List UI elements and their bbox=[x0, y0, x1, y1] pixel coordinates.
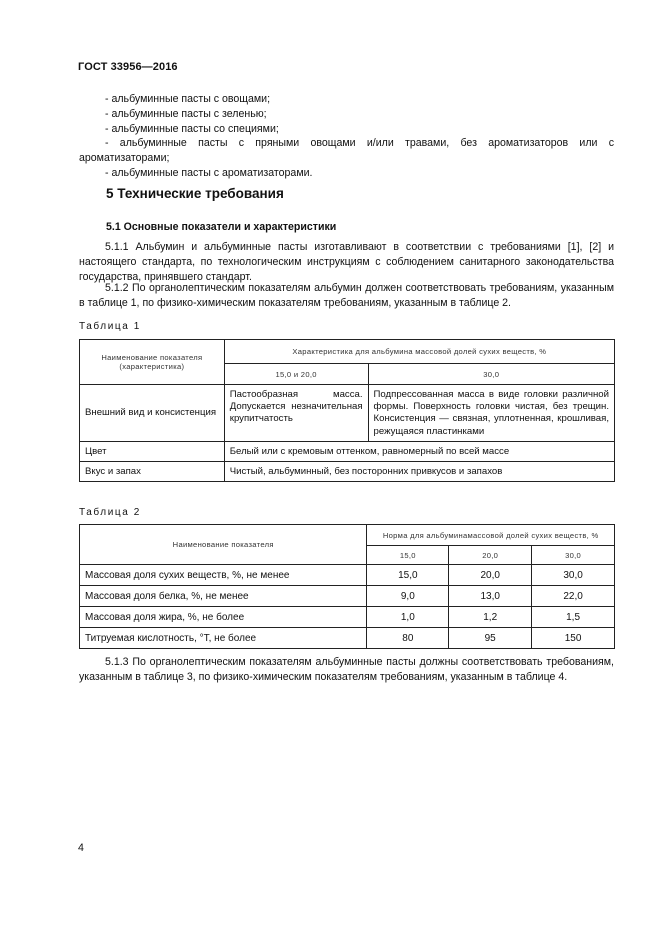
table-row bbox=[80, 607, 615, 628]
row-name: Массовая доля белка, %, не менее bbox=[80, 586, 367, 607]
document-header: ГОСТ 33956—2016 bbox=[78, 61, 178, 73]
list-item: - альбуминные пасты с ароматизаторами. bbox=[105, 166, 313, 179]
cell: Белый или с кремовым оттенком, равномерный по всей массе bbox=[224, 442, 614, 462]
cell: 95 bbox=[449, 628, 532, 649]
section-title: 5 Технические требования bbox=[106, 186, 284, 201]
table2-sub-header: 15,0 bbox=[367, 546, 449, 565]
list-item: - альбуминные пасты с зеленью; bbox=[105, 107, 267, 120]
paragraph-5-1-2: 5.1.2 По органолептическим показателям альбумин должен соответствовать требованиям, указанным в таблице 1, по физико-химическим показателям требованиям, указанным в таблице 2. bbox=[79, 282, 614, 309]
list-item: - альбуминные пасты с овощами; bbox=[105, 93, 271, 105]
table-row bbox=[80, 565, 615, 586]
table2-sub-header: 20,0 bbox=[449, 546, 532, 565]
table-row bbox=[80, 586, 615, 607]
cell: Чистый, альбуминный, без посторонних привкусов и запахов bbox=[224, 462, 614, 482]
table2-col-name: Наименование показателя bbox=[80, 525, 367, 565]
product-list bbox=[79, 92, 614, 181]
cell: Пастообразная масса. Допускается незначительная крупитчатость bbox=[224, 385, 368, 442]
table-2 bbox=[79, 524, 615, 649]
table2-sub-header: 30,0 bbox=[532, 546, 615, 565]
table-row bbox=[80, 628, 615, 649]
page-number: 4 bbox=[78, 842, 84, 854]
row-name: Массовая доля сухих веществ, %, не менее bbox=[80, 565, 367, 586]
cell: 1,0 bbox=[367, 607, 449, 628]
table1-group-header: Характеристика для альбумина массовой долей сухих веществ, % bbox=[224, 340, 614, 364]
cell: 150 bbox=[532, 628, 615, 649]
table2-caption: Таблица 2 bbox=[79, 507, 141, 518]
paragraph-5-1-3: 5.1.3 По органолептическим показателям альбуминные пасты должны соответствовать требованиям, указанным в таблице 3, по физико-химическим показателям требованиям, указанным в таблице 4. bbox=[79, 656, 614, 683]
list-item: - альбуминные пасты с пряными овощами и/или травами, без ароматизаторов или с ароматизаторами; bbox=[79, 137, 614, 165]
table1-col-name: Наименование показателя (характеристика) bbox=[80, 340, 225, 385]
row-name: Титруемая кислотность, °Т, не более bbox=[80, 628, 367, 649]
table-1 bbox=[79, 339, 615, 482]
subsection-title: 5.1 Основные показатели и характеристики bbox=[106, 221, 337, 233]
table2-group-header: Норма для альбуминамассовой долей сухих веществ, % bbox=[367, 525, 615, 546]
row-name: Массовая доля жира, %, не более bbox=[80, 607, 367, 628]
table1-sub-header: 30,0 bbox=[368, 364, 614, 385]
table1-caption: Таблица 1 bbox=[79, 321, 141, 332]
cell: 9,0 bbox=[367, 586, 449, 607]
cell: 80 bbox=[367, 628, 449, 649]
paragraph-5-1-1: 5.1.1 Альбумин и альбуминные пасты изготавливают в соответствии с требованиями [1], [2] и настоящего стандарта, по технологическим инструкциям с соблюдением санитарного законодательства государства, принявшего стандарт. bbox=[79, 241, 614, 283]
cell: 20,0 bbox=[449, 565, 532, 586]
table-row bbox=[80, 385, 615, 442]
row-name: Внешний вид и консистенция bbox=[80, 385, 225, 442]
table-row bbox=[80, 442, 615, 462]
cell: 1,5 bbox=[532, 607, 615, 628]
cell: 30,0 bbox=[532, 565, 615, 586]
row-name: Вкус и запах bbox=[80, 462, 225, 482]
list-item: - альбуминные пасты со специями; bbox=[105, 122, 279, 135]
table1-sub-header: 15,0 и 20,0 bbox=[224, 364, 368, 385]
cell: 1,2 bbox=[449, 607, 532, 628]
cell: 15,0 bbox=[367, 565, 449, 586]
row-name: Цвет bbox=[80, 442, 225, 462]
cell: 13,0 bbox=[449, 586, 532, 607]
cell: Подпрессованная масса в виде головки различной формы. Поверхность головки чистая, без трещин. Консистенция — связная, уплотненная, крошливая, режущаяся пластинками bbox=[368, 385, 614, 442]
cell: 22,0 bbox=[532, 586, 615, 607]
table-row bbox=[80, 462, 615, 482]
